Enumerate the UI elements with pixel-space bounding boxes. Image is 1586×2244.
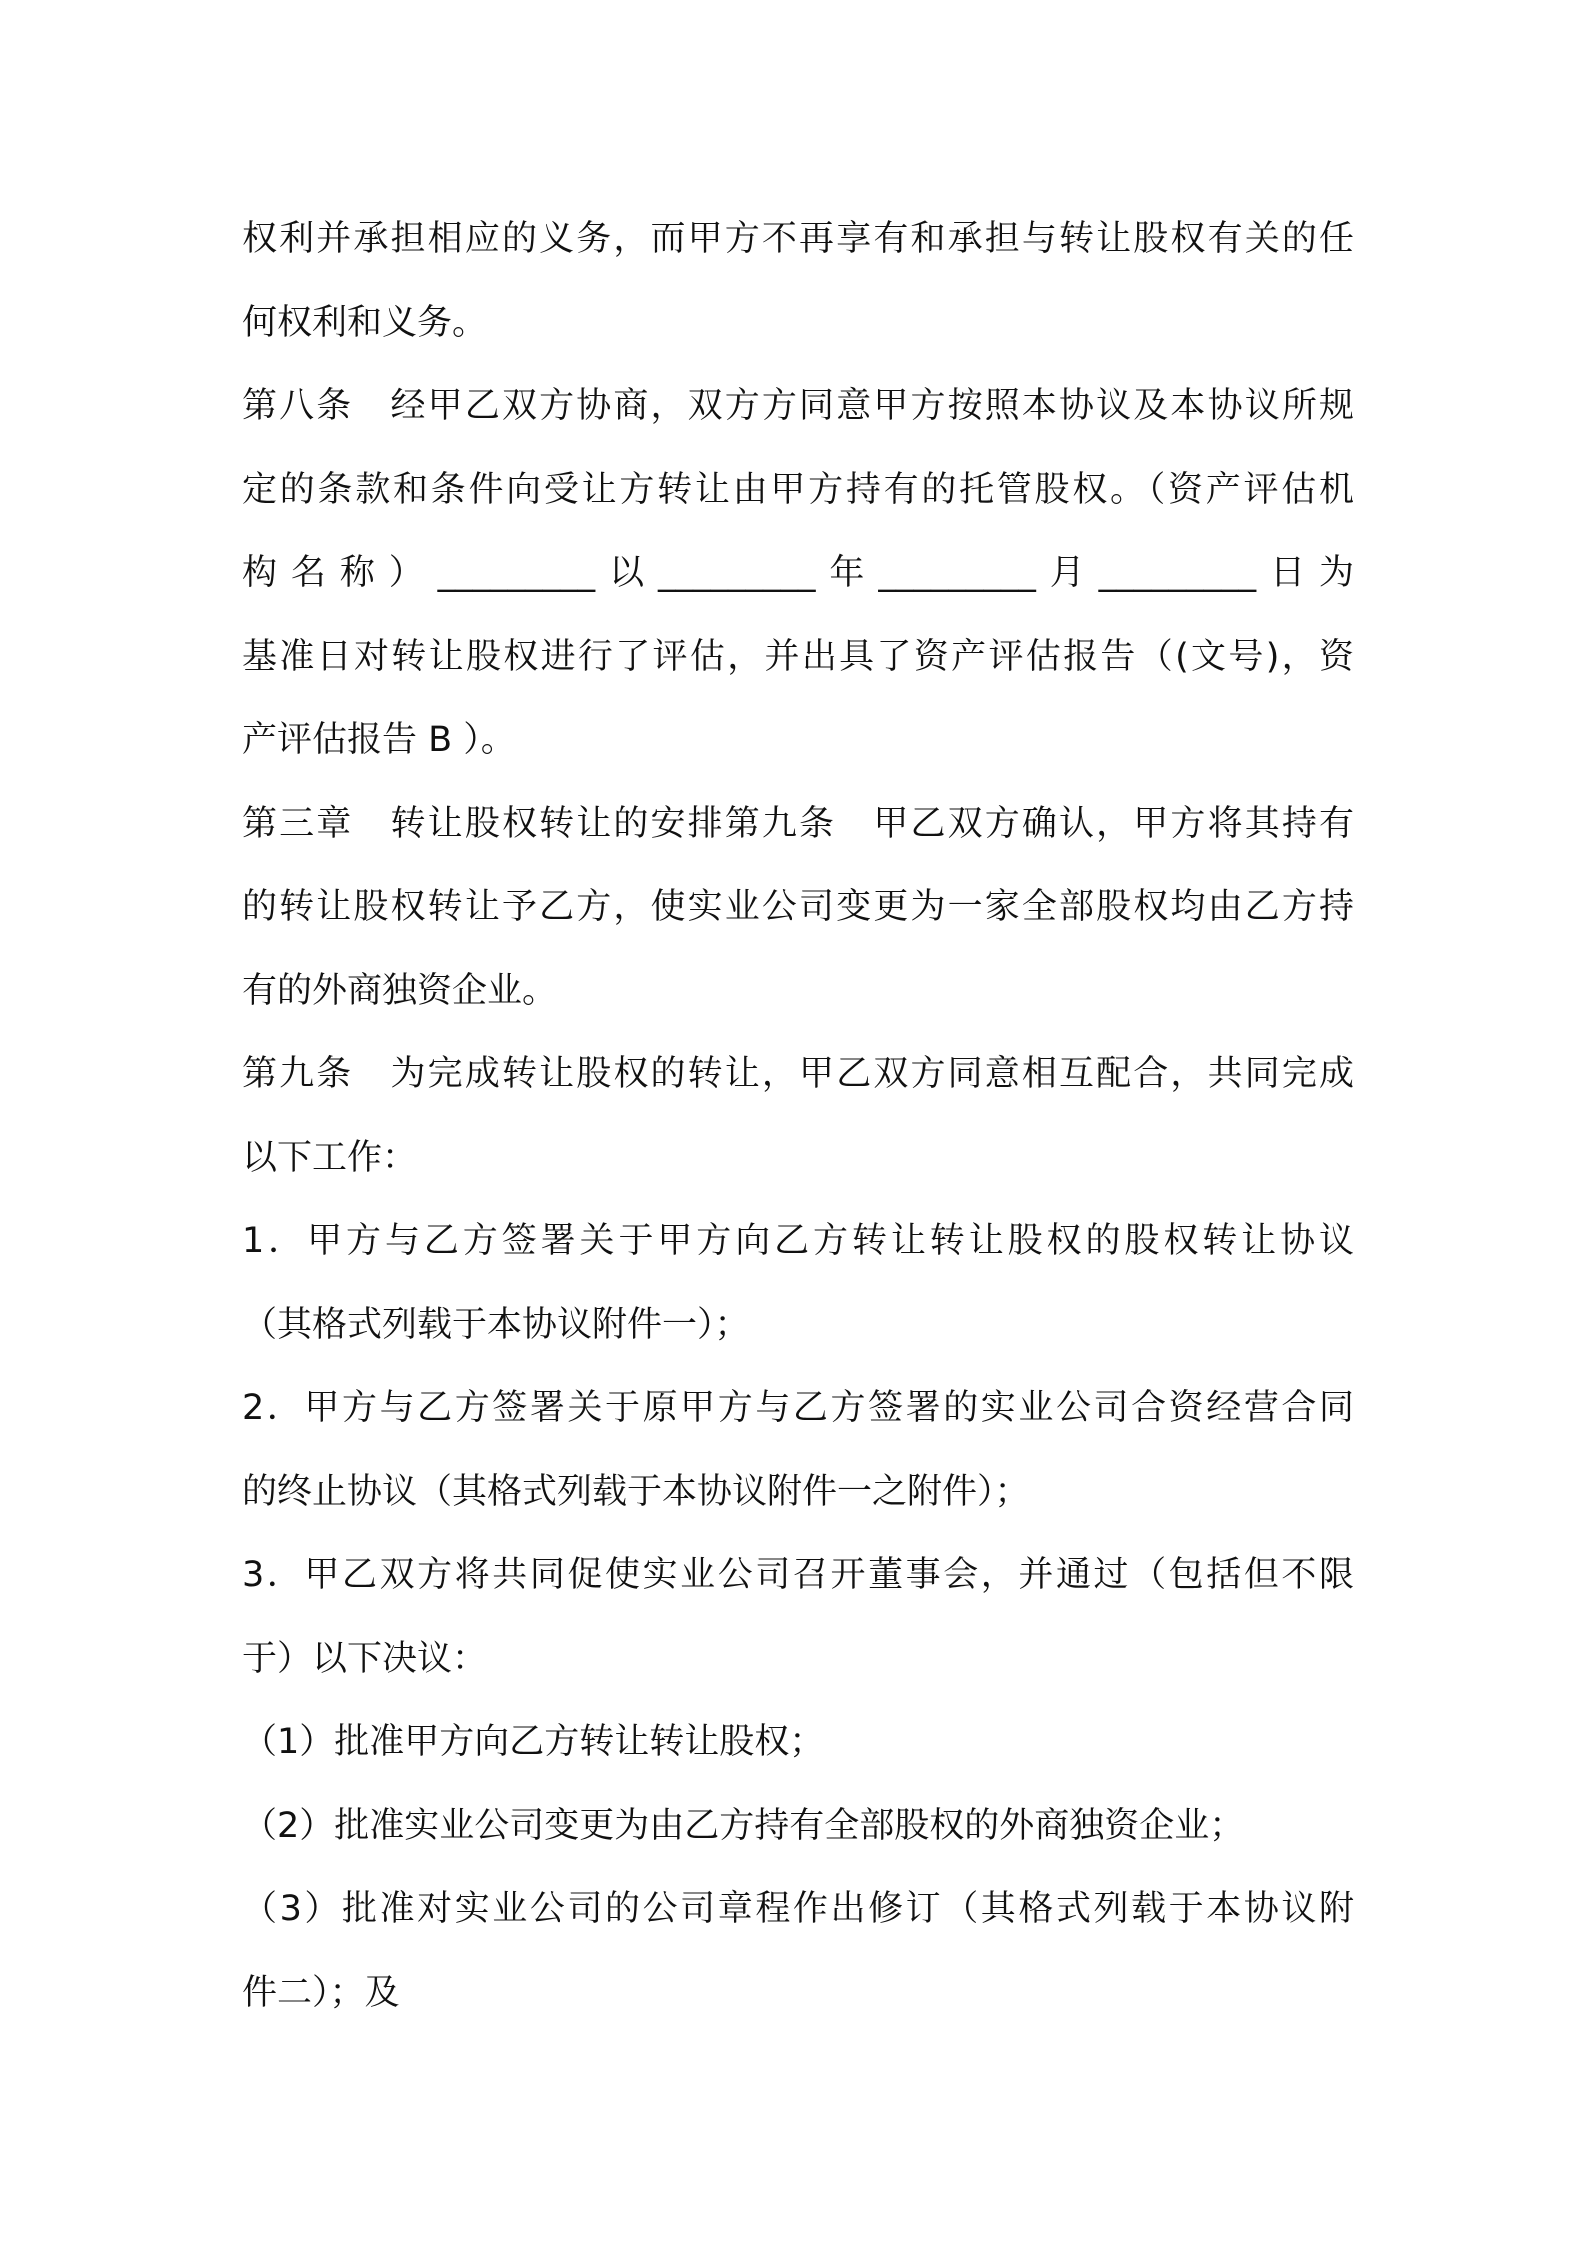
text-line: 件二）；及 <box>242 1972 400 2013</box>
text-line: （2）批准实业公司变更为由乙方持有全部股权的外商独资企业； <box>242 1805 1245 1846</box>
text-line: 定的条款和条件向受让方转让由甲方持有的托管股权。（资产评估机 <box>242 469 1354 510</box>
text-line: 第九条 为完成转让股权的转让，甲乙双方同意相互配合，共同完成 <box>242 1054 1354 1094</box>
text-line: 的转让股权转让予乙方，使实业公司变更为一家全部股权均由乙方持 <box>242 887 1354 927</box>
text-line: 权利并承担相应的义务，而甲方不再享有和承担与转让股权有关的任 <box>242 219 1354 259</box>
text-line: （1）批准甲方向乙方转让转让股权； <box>242 1722 825 1762</box>
text-line: 第八条 经甲乙双方协商，双方方同意甲方按照本协议及本协议所规 <box>242 386 1354 426</box>
text-line: （3）批准对实业公司的公司章程作出修订（其格式列载于本协议附 <box>242 1889 1354 1929</box>
text-line: 构名称）_________以_________年_________月_________日为 <box>242 553 1354 593</box>
text-line: （其格式列载于本协议附件一）； <box>242 1304 750 1345</box>
text-line: 于）以下决议： <box>242 1638 488 1679</box>
text-line: 第三章 转让股权转让的安排第九条 甲乙双方确认，甲方将其持有 <box>242 803 1354 844</box>
text-line: 产评估报告 B ）。 <box>242 720 516 760</box>
text-line: 何权利和义务。 <box>242 302 488 343</box>
text-line: 3．甲乙双方将共同促使实业公司召开董事会，并通过（包括但不限 <box>242 1555 1354 1595</box>
text-line: 1．甲方与乙方签署关于甲方向乙方转让转让股权的股权转让协议 <box>242 1221 1354 1261</box>
text-line: 以下工作： <box>242 1137 418 1178</box>
text-line: 的终止协议（其格式列载于本协议附件一之附件）； <box>242 1471 1030 1512</box>
text-line: 2．甲方与乙方签署关于原甲方与乙方签署的实业公司合资经营合同 <box>242 1388 1354 1428</box>
document-body <box>242 198 1354 2035</box>
text-line: 有的外商独资企业。 <box>242 970 558 1011</box>
text-line: 基准日对转让股权进行了评估，并出具了资产评估报告（(文号)，资 <box>242 636 1354 677</box>
